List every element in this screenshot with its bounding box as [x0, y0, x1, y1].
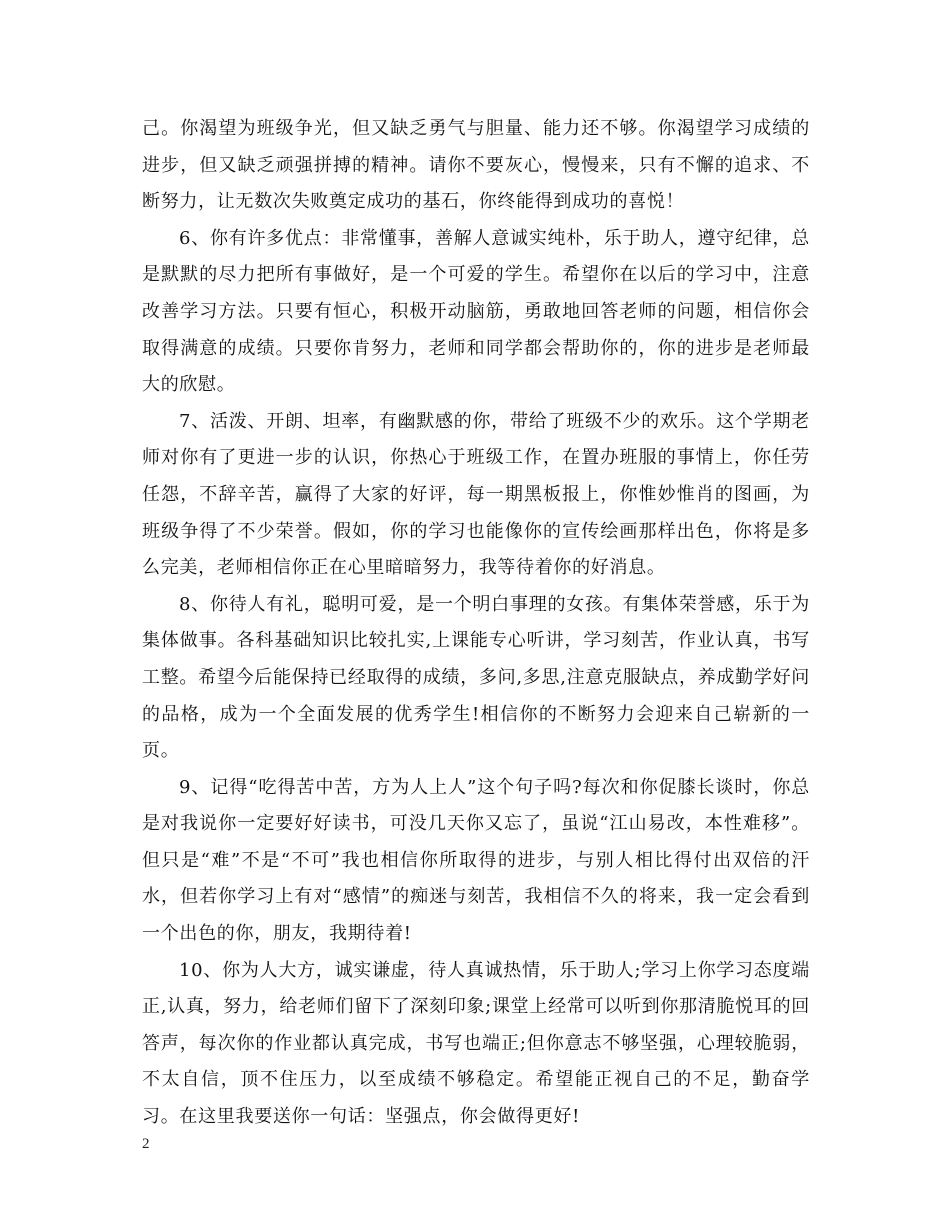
page-number: 2 — [142, 1136, 150, 1152]
paragraph-continued: 己。你渴望为班级争光，但又缺乏勇气与胆量、能力还不够。你渴望学习成绩的进步，但又缺乏顽强拼搏的精神。请你不要灰心，慢慢来，只有不懈的追求、不断努力，让无数次失败奠定成功的基石，你终能得到成功的喜悦！ — [142, 118, 810, 213]
paragraph-comment-6: 6、你有许多优点：非常懂事，善解人意诚实纯朴，乐于助人，遵守纪律，总是默默的尽力把所有事做好，是一个可爱的学生。希望你在以后的学习中，注意改善学习方法。只要有恒心，积极开动脑筋，勇敢地回答老师的问题，相信你会取得满意的成绩。只要你肯努力，老师和同学都会帮助你的，你的进步是老师最大的欣慰。 — [142, 227, 810, 396]
document-body — [142, 111, 810, 1136]
paragraph-comment-7: 7、活泼、开朗、坦率，有幽默感的你，带给了班级不少的欢乐。这个学期老师对你有了更进一步的认识，你热心于班级工作，在置办班服的事情上，你任劳任怨，不辞辛苦，赢得了大家的好评，每一期黑板报上，你惟妙惟肖的图画，为班级争得了不少荣誉。假如，你的学习也能像你的宣传绘画那样出色，你将是多么完美，老师相信你正在心里暗暗努力，我等待着你的好消息。 — [142, 410, 810, 579]
paragraph-comment-8: 8、你待人有礼，聪明可爱，是一个明白事理的女孩。有集体荣誉感，乐于为集体做事。各科基础知识比较扎实,上课能专心听讲，学习刻苦，作业认真，书写工整。希望今后能保持已经取得的成绩，多问,多思,注意克服缺点，养成勤学好问的品格，成为一个全面发展的优秀学生!相信你的不断努力会迎来自己崭新的一页。 — [142, 593, 810, 762]
paragraph-comment-10: 10、你为人大方，诚实谦虚，待人真诚热情，乐于助人;学习上你学习态度端正,认真，努力，给老师们留下了深刻印象;课堂上经常可以听到你那清脆悦耳的回答声，每次你的作业都认真完成，书写也端正;但你意志不够坚强，心理较脆弱，不太自信，顶不住压力，以至成绩不够稳定。希望能正视自己的不足，勤奋学习。在这里我要送你一句话：坚强点，你会做得更好! — [142, 959, 810, 1128]
paragraph-comment-9: 9、记得“吃得苦中苦，方为人上人”这个句子吗?每次和你促膝长谈时，你总是对我说你一定要好好读书，可没几天你又忘了，虽说“江山易改，本性难移”。但只是“难”不是“不可”我也相信你所取得的进步，与别人相比得付出双倍的汗水，但若你学习上有对“感情”的痴迷与刻苦，我相信不久的将来，我一定会看到一个出色的你，朋友，我期待着! — [142, 776, 810, 945]
